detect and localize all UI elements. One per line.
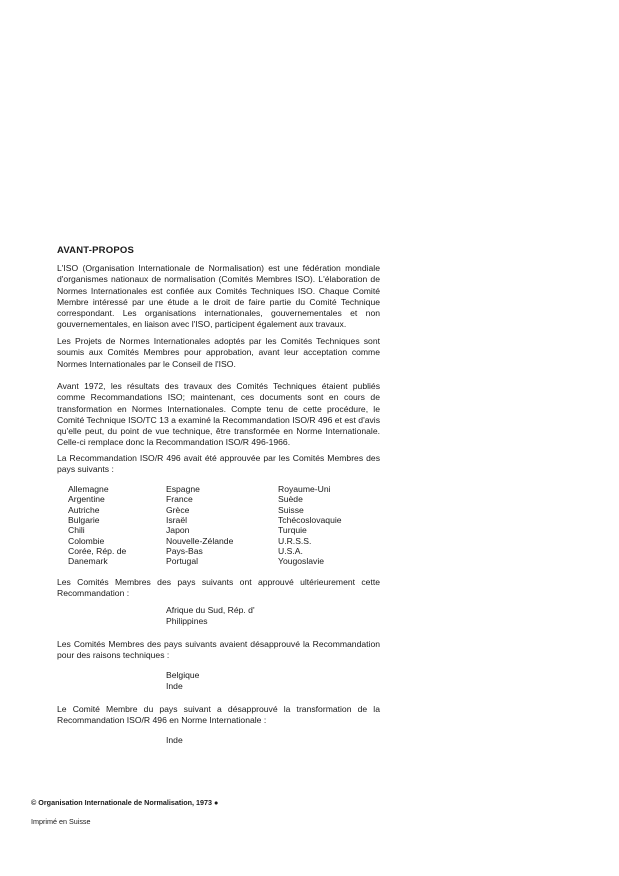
country-item: Chili: [68, 525, 85, 536]
country-item: Royaume-Uni: [278, 484, 331, 494]
paragraph-later-approval: Les Comités Membres des pays suivants ont approuvé ultérieurement cette Recommandation :: [57, 577, 380, 599]
country-item: Japon: [166, 525, 190, 536]
disapproved-transformation-list: [166, 735, 183, 746]
country-item: Yougoslavie: [278, 556, 325, 567]
country-item: Danemark: [68, 556, 108, 567]
copyright-notice: © Organisation Internationale de Normalisation, 1973 ●: [31, 798, 219, 807]
later-approved-list: [166, 605, 255, 626]
country-item: Corée, Rép. de: [68, 546, 127, 557]
paragraph-technical-disapproval: Les Comités Membres des pays suivants avaient désapprouvé la Recommandation pour des raisons techniques :: [57, 639, 380, 661]
country-item: Grèce: [166, 504, 190, 515]
approved-countries-column-2: [166, 484, 233, 567]
country-item: Autriche: [68, 504, 100, 515]
printed-in-notice: Imprimé en Suisse: [31, 817, 91, 826]
approved-countries-column-3: [278, 484, 342, 567]
country-item: Pays-Bas: [166, 546, 203, 557]
country-item: Belgique: [166, 670, 200, 680]
approved-countries-column-1: [68, 484, 126, 567]
country-item: Inde: [166, 735, 183, 745]
country-item: Espagne: [166, 484, 200, 494]
paragraph-approval-intro: La Recommandation ISO/R 496 avait été approuvée par les Comités Membres des pays suivants :: [57, 453, 380, 475]
country-item: Suisse: [278, 504, 304, 515]
section-title: AVANT-PROPOS: [57, 245, 134, 256]
country-item: France: [166, 494, 193, 505]
country-item: Afrique du Sud, Rép. d': [166, 605, 255, 615]
country-item: U.S.A.: [278, 546, 303, 557]
paragraph-transformation-disapproval: Le Comité Membre du pays suivant a désapprouvé la transformation de la Recommandation ISO/R 496 en Norme Internationale :: [57, 704, 380, 726]
country-item: Inde: [166, 680, 183, 691]
country-item: Colombie: [68, 535, 105, 546]
disapproved-technical-list: [166, 670, 199, 691]
country-item: Turquie: [278, 525, 307, 536]
country-item: Allemagne: [68, 484, 109, 494]
country-item: Israël: [166, 515, 188, 526]
country-item: Tchécoslovaquie: [278, 515, 342, 526]
paragraph-history: Avant 1972, les résultats des travaux des Comités Techniques étaient publiés comme Recommandations ISO; maintenant, ces documents sont en cours de transformation en Normes Internationales. Compte tenu de cette procédure, le Comité Technique ISO/TC 13 a examiné la Recommandation ISO/R 496 et est d'avis qu'elle peut, du point de vue technique, être transformée en Norme Internationale. Celle-ci remplace donc la Recommandation ISO/R 496-1966.: [57, 381, 380, 448]
paragraph-draft-standards: Les Projets de Normes Internationales adoptés par les Comités Techniques sont soumis aux Comités Membres pour approbation, avant leur acceptation comme Normes Internationales par le Conseil de l'ISO.: [57, 336, 380, 369]
country-item: Bulgarie: [68, 515, 100, 526]
country-item: Argentine: [68, 494, 105, 505]
paragraph-iso-intro: L'ISO (Organisation Internationale de Normalisation) est une fédération mondiale d'organismes nationaux de normalisation (Comités Membres ISO). L'élaboration de Normes Internationales est confiée aux Comités Techniques ISO. Chaque Comité Membre intéressé par une étude a le droit de faire partie du Comité Technique correspondant. Les organisations internationales, gouvernementales et non gouvernementales, en liaison avec l'ISO, participent également aux travaux.: [57, 263, 380, 330]
country-item: Philippines: [166, 615, 208, 626]
country-item: Nouvelle-Zélande: [166, 535, 234, 546]
country-item: U.R.S.S.: [278, 535, 312, 546]
country-item: Portugal: [166, 556, 199, 567]
country-item: Suède: [278, 494, 303, 505]
